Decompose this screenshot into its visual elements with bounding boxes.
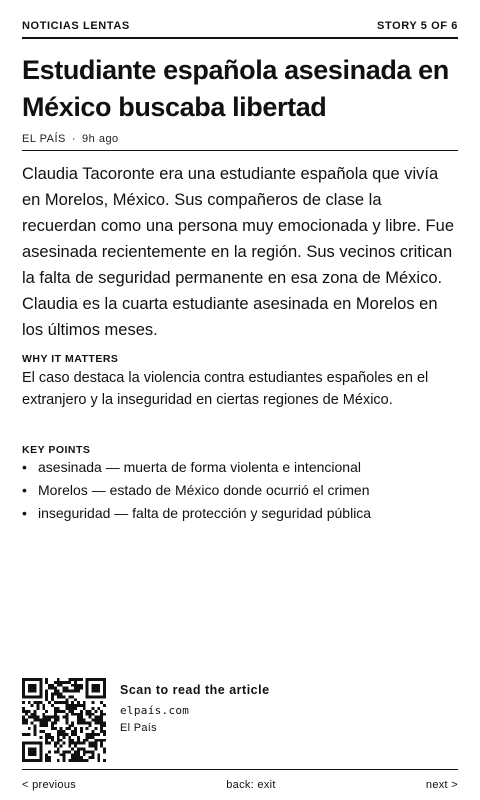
bullet-icon: •: [22, 459, 27, 475]
next-button[interactable]: next >: [425, 779, 458, 791]
byline: [22, 133, 119, 145]
navigation-bar: [22, 779, 458, 791]
article-time: 9h ago: [82, 133, 119, 145]
back-exit-button[interactable]: back: exit: [226, 779, 276, 791]
article-headline: Estudiante española asesinada en México buscaba libertad: [22, 55, 449, 122]
top-bar: [22, 20, 458, 32]
article-body: Claudia Tacoronte era una estudiante española que vivía en Morelos, México. Sus compañeros de clase la recuerdan como una persona muy emocionada y libre. Fue asesinada recientemente en la región. Sus vecinos critican la falta de seguridad permanente en esa zona de México. Claudia es la cuarta estudiante asesinada en Morelos en los últimos meses.: [22, 165, 454, 339]
key-points-list: [22, 456, 458, 525]
key-point-item: [22, 456, 458, 479]
story-page: [22, 0, 458, 800]
key-point-item: [22, 479, 458, 502]
key-point-text: asesinada — muerta de forma violenta e intencional: [38, 459, 361, 475]
why-it-matters-text: El caso destaca la violencia contra estudiantes españoles en el extranjero y la inseguridad en ciertas regiones de México.: [22, 370, 429, 408]
key-points-label: KEY POINTS: [22, 444, 91, 456]
scan-block: [120, 683, 270, 734]
byline-separator: ·: [71, 133, 77, 145]
key-point-item: [22, 502, 458, 525]
bullet-icon: •: [22, 505, 27, 521]
scan-title: Scan to read the article: [120, 683, 270, 697]
key-point-text: Morelos — estado de México donde ocurrió el crimen: [38, 482, 370, 498]
section-title: NOTICIAS LENTAS: [22, 20, 130, 32]
byline-divider: [22, 150, 458, 151]
footer-divider: [22, 769, 458, 770]
article-source: EL PAÍS: [22, 133, 66, 145]
why-it-matters-label: WHY IT MATTERS: [22, 353, 119, 365]
qr-code-icon[interactable]: [22, 678, 106, 762]
header-divider: [22, 37, 458, 39]
scan-source: El País: [120, 722, 157, 734]
key-point-text: inseguridad — falta de protección y seguridad pública: [38, 505, 372, 521]
bullet-icon: •: [22, 482, 27, 498]
article-url: elpaís.com: [120, 704, 190, 717]
previous-button[interactable]: < previous: [22, 779, 77, 791]
story-progress: STORY 5 OF 6: [377, 20, 458, 32]
